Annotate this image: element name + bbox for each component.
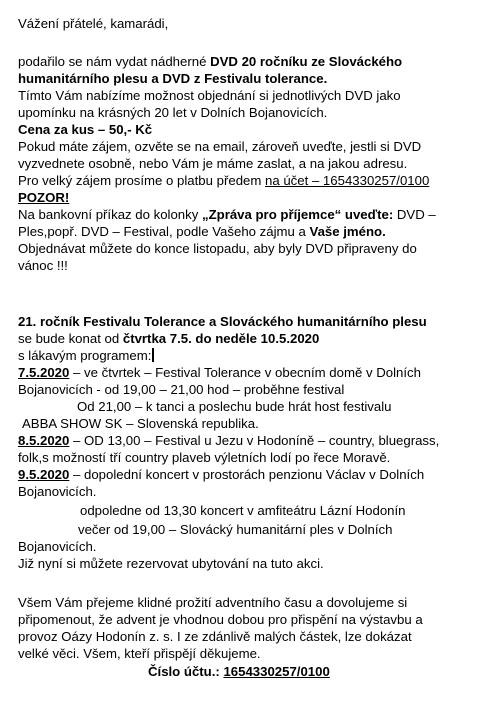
intro-line-6: Pokud máte zájem, ozvěte se na email, zároveň uveďte, jestli si DVD [18,139,422,154]
festival-dates-line: se bude konat od čtvrtka 7.5. do neděle 10.5.2020 [18,331,320,346]
day1-line-2: Bojanovicích - od 19,00 – 21,00 hod – proběhne festival [18,382,345,397]
intro-line-12: Objednávat můžete do konce listopadu, aby byly DVD připraveny do [18,241,417,256]
pozor-line: POZOR! [18,190,70,205]
bank-note-line: Na bankovní příkaz do kolonky „Zpráva pro příjemce“ uveďte: DVD – [18,207,436,222]
day3-line-5: Bojanovicích. [18,539,97,554]
intro-line-3: Tímto Vám nabízíme možnost objednání si jednotlivých DVD jako [18,88,401,103]
intro-line-2: humanitárního plesu a DVD z Festivalu tolerance. [18,71,328,86]
account-number: 1654330257/0100 [223,664,330,679]
closing-line-4: velké věci. Všem, kteří přispějí děkujeme. [18,646,261,661]
account-line: Číslo účtu.: 1654330257/0100 [148,664,330,679]
day1-line-1: 7.5.2020 – ve čtvrtek – Festival Tolerance v obecním domě v Dolních [18,365,421,380]
day3-line-3: odpoledne od 13,30 koncert v amfiteátru Lázní Hodonín [80,503,406,518]
day3-line-2: Bojanovicích. [18,484,97,499]
day2-line-2: folk,s možností tří country plaveb výletních lodí po řece Moravě. [18,450,391,465]
day3-line-4: večer od 19,00 – Slovácký humanitární ples v Dolních [78,522,393,537]
intro-line-13: vánoc !!! [18,258,68,273]
intro-line-4: upomínku na krásných 20 let v Dolních Bojanovicích. [18,105,328,120]
day2-line-1: 8.5.2020 – OD 13,00 – Festival u Jezu v Hodoníně – country, bluegrass, [18,433,440,448]
day1-line-3: Od 21,00 – k tanci a poslechu bude hrát host festivalu [77,399,392,414]
intro-line-7: vyzvednete osobně, nebo Vám je máme zaslat, a na jakou adresu. [18,156,408,171]
closing-line-1: Všem Vám přejeme klidné prožití adventního času a dovolujeme si [18,595,408,610]
price-line: Cena za kus – 50,- Kč [18,122,153,137]
program-intro: s lákavým programem: [18,348,154,364]
bank-note-line-2: Ples,popř. DVD – Festival, podle Vašeho zájmu a Vaše jméno. [18,224,386,239]
day1-line-4: ABBA SHOW SK – Slovenská republika. [22,416,259,431]
closing-line-3: provoz Oázy Hodonín z. s. I ze zdánlivě malých částek, lze dokázat [18,629,412,644]
intro-line-1: podařilo se nám vydat nádherné DVD 20 ročníku ze Slováckého [18,54,403,69]
festival-heading: 21. ročník Festivalu Tolerance a Slováckého humanitárního plesu [18,314,427,329]
text-cursor [152,348,154,362]
greeting: Vážení přátelé, kamarádi, [18,16,169,31]
accommodation-line: Již nyní si můžete rezervovat ubytování na tuto akci. [18,556,324,571]
account-number-link: na účet – 1654330257/0100 [265,173,430,188]
day3-line-1: 9.5.2020 – dopolední koncert v prostorách penzionu Václav v Dolních [18,467,425,482]
closing-line-2: připomenout, že advent je vhodnou dobou pro přispění na výstavbu a [18,612,423,627]
payment-line: Pro velký zájem prosíme o platbu předem na účet – 1654330257/0100 [18,173,430,188]
